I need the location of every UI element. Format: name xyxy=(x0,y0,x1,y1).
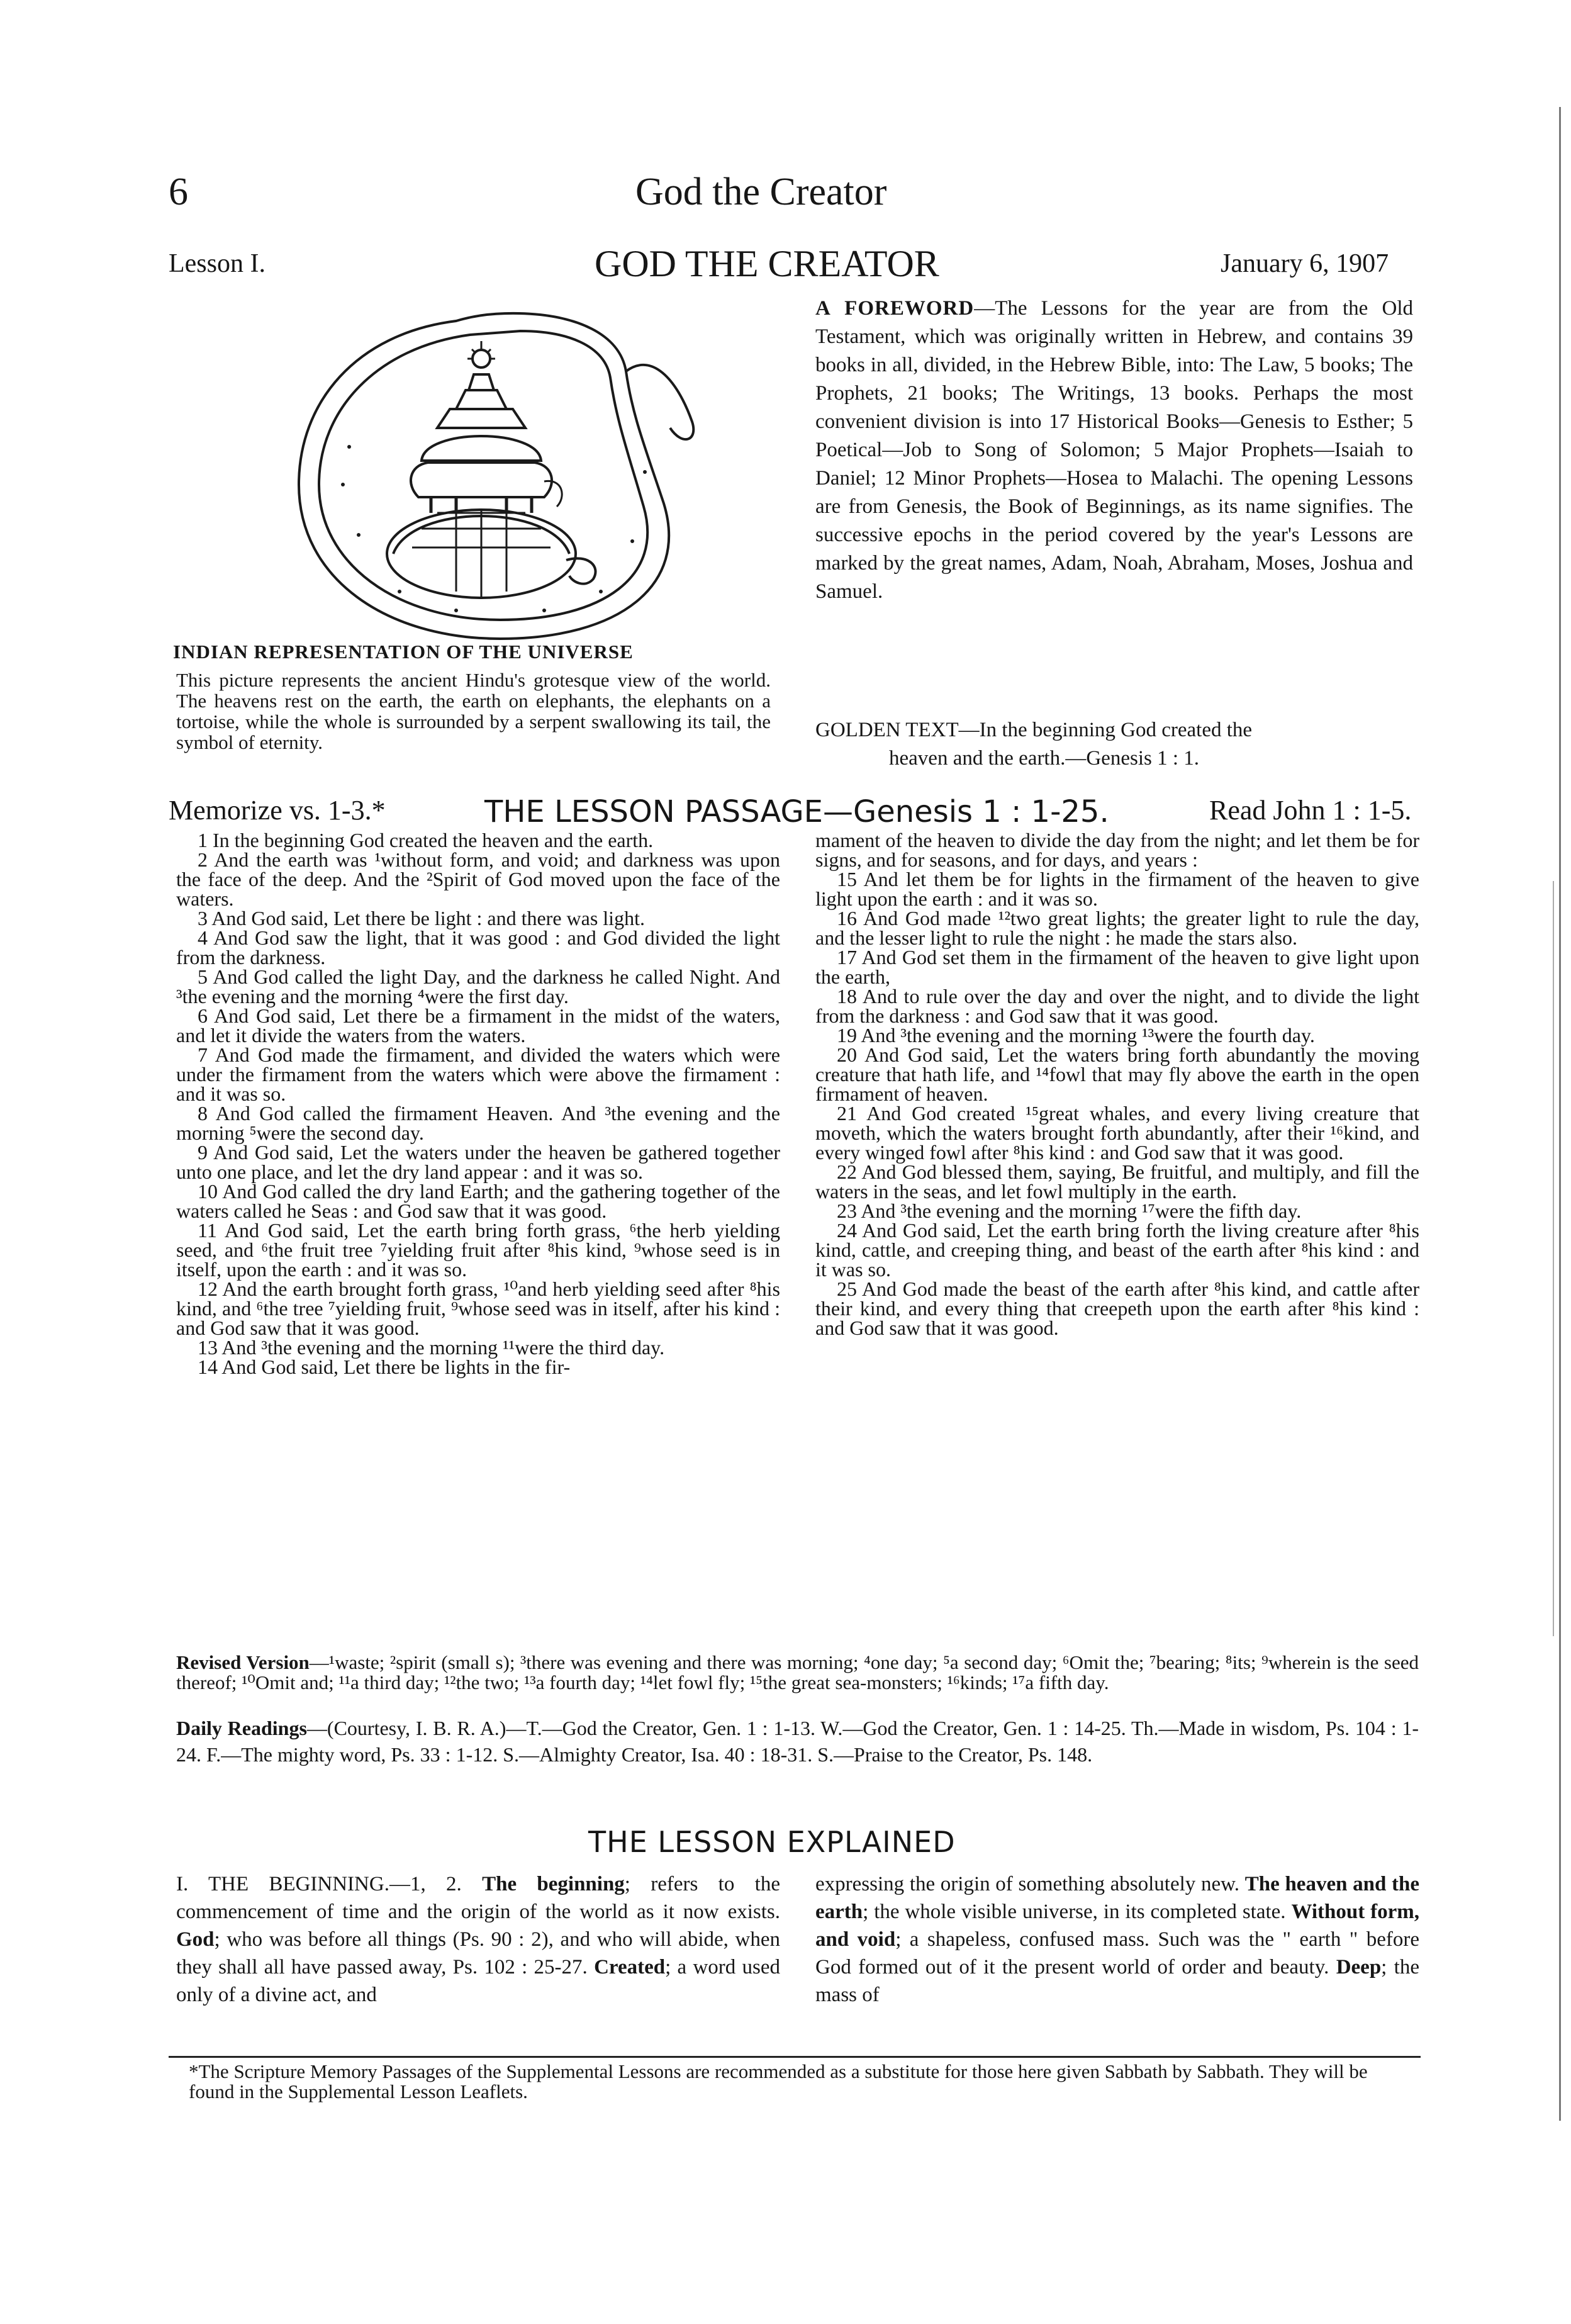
verse: 23 And ³the evening and the morning ¹⁷were the fifth day. xyxy=(837,1199,1302,1222)
passage-title: THE LESSON PASSAGE—Genesis 1 : 1-25. xyxy=(484,794,1109,829)
verse: 8 And God called the firmament Heaven. And ³the evening and the morning ⁵were the second day. xyxy=(176,1102,780,1144)
explained-column-left xyxy=(176,1870,780,2009)
tortoise-head xyxy=(566,558,595,583)
page-edge-shadow xyxy=(1559,107,1561,2121)
definition: ; who was before all things (Ps. 90 : 2), and who will abide, when they shall all have passed away, Ps. 102 : 25-27. xyxy=(176,1928,780,1979)
foreword xyxy=(815,295,1413,606)
heaven-tiers xyxy=(456,374,506,409)
term: Created xyxy=(594,1956,666,1979)
definition: expressing the origin of something absolutely new. xyxy=(815,1873,1240,1895)
definition: ; refers to the commencement of time and the origin of the world as it now exists. xyxy=(176,1873,780,1923)
lesson-title: GOD THE CREATOR xyxy=(595,243,939,284)
term: Without form, and void xyxy=(815,1900,1420,1951)
definition: ; the whole visible universe, in its completed state. xyxy=(863,1900,1286,1923)
lesson-label: Lesson I. xyxy=(169,249,266,278)
verse: 17 And God set them in the firmament of the heaven to give light upon the earth, xyxy=(815,946,1419,988)
revised-version-text: —¹waste; ²spirit (small s); ³there was evening and there was morning; ⁴one day; ⁵a second day; ⁶Omit the; ⁷bearing; ⁸its; ⁹wherein is the seed thereof; ¹⁰Omit and; ¹¹a third day; ¹²the two; ¹³a fourth day; ¹⁴let fowl fly; ¹⁵the great sea-monsters; ¹⁶kinds; ¹⁷a fifth day. xyxy=(176,1651,1419,1693)
golden-text xyxy=(815,716,1413,773)
revised-version-label: Revised Version xyxy=(176,1651,310,1673)
golden-text-line-2: heaven and the earth.—Genesis 1 : 1. xyxy=(889,747,1200,770)
explained-column-right xyxy=(815,1870,1419,2009)
revised-version-notes xyxy=(176,1653,1419,1693)
term: The heaven and the earth xyxy=(815,1873,1419,1923)
verse: 4 And God saw the light, that it was good : and God divided the light from the darkness. xyxy=(176,926,780,968)
verse: 6 And God said, Let there be a firmament in the midst of the waters, and let it divide the waters from the waters. xyxy=(176,1004,780,1047)
term: God xyxy=(176,1928,215,1951)
definition: ; a word used only of a divine act, and xyxy=(176,1956,781,2006)
memorize-note: Memorize vs. 1-3.* xyxy=(169,795,386,826)
crown-sun xyxy=(472,350,490,368)
definition: ; the mass of xyxy=(815,1956,1419,2006)
foreword-label: A FOREWORD xyxy=(815,297,975,320)
daily-readings xyxy=(176,1715,1419,1768)
verse: 13 And ³the evening and the morning ¹¹were the third day. xyxy=(198,1336,665,1359)
verse: 16 And God made ¹²two great lights; the greater light to rule the day, and the lesser light to rule the night : he made the stars also. xyxy=(815,907,1419,949)
footnote: *The Scripture Memory Passages of the Supplemental Lessons are recommended as a substitute for those here given Sabbath by Sabbath. They will be found in the Supplemental Lesson Leaflets. xyxy=(189,2060,1368,2102)
section-heading: I. THE BEGINNING.—1, 2. xyxy=(176,1873,462,1895)
earth-disc xyxy=(422,436,541,461)
daily-readings-label: Daily Readings xyxy=(176,1717,307,1739)
page-number: 6 xyxy=(169,171,188,213)
read-note: Read John 1 : 1-5. xyxy=(1209,795,1412,826)
lesson-date: January 6, 1907 xyxy=(1221,249,1389,278)
verse: 2 And the earth was ¹without form, and void; and darkness was upon the face of the deep. And the ²Spirit of God moved upon the face of the waters. xyxy=(176,848,780,910)
footnote-divider xyxy=(169,2056,1421,2058)
verse: 12 And the earth brought forth grass, ¹⁰and herb yielding seed after ⁸his kind, and ⁶the tree ⁷yielding fruit, ⁹whose seed was in itself, after his kind : and God saw that it was good. xyxy=(176,1277,780,1339)
term: Deep xyxy=(1336,1956,1382,1979)
golden-text-line-1: GOLDEN TEXT—In the beginning God created the xyxy=(815,719,1253,741)
page-edge-shadow xyxy=(1553,881,1554,1636)
verse: 22 And God blessed them, saying, Be fruitful, and multiply, and fill the waters in the seas, and let fowl multiply in the earth. xyxy=(815,1160,1419,1203)
illustration-caption-title: INDIAN REPRESENTATION OF THE UNIVERSE xyxy=(173,641,634,663)
verse: 11 And God said, Let the earth bring forth grass, ⁶the herb yielding seed, and ⁶the fruit tree ⁷yielding fruit after ⁸his kind, ⁹whose seed is in itself, upon the earth : and it was so. xyxy=(176,1219,780,1281)
foreword-text: —The Lessons for the year are from the Old Testament, which was originally written in Hebrew, and contains 39 books in all, divided, in the Hebrew Bible, into: The Law, 5 books; The Prophets, 21 books; The Writings, 13 books. Perhaps the most convenient division is into 17 Historical Books—Genesis to Esther; 5 Poetical—Job to Song of Solomon; 5 Major Prophets—Isaiah to Daniel; 12 Minor Prophets—Hosea to Malachi. The opening Lessons are from Genesis, the Book of Beginnings, as its name signifies. The successive epochs in the period covered by the year's Lessons are marked by the great names, Adam, Noah, Abraham, Moses, Joshua and Samuel. xyxy=(815,297,1413,603)
illustration-caption: This picture represents the ancient Hindu's grotesque view of the world. The heavens rest on the earth, the earth on elephants, the elephants on a tortoise, while the whole is surrounded by a serpent swallowing its tail, the symbol of eternity. xyxy=(176,669,771,753)
lesson-explained-title: THE LESSON EXPLAINED xyxy=(588,1825,956,1859)
verse: 5 And God called the light Day, and the darkness he called Night. And ³the evening and the morning ⁴were the first day. xyxy=(176,965,780,1008)
verse: 15 And let them be for lights in the firmament of the heaven to give light upon the earth : and it was so. xyxy=(815,868,1419,910)
term: The beginning xyxy=(482,1873,625,1895)
daily-readings-text: —(Courtesy, I. B. R. A.)—T.—God the Creator, Gen. 1 : 1-13. W.—God the Creator, Gen. 1 : 14-25. Th.—Made in wisdom, Ps. 104 : 1-24. F.—The mighty word, Ps. 33 : 1-12. S.—Almighty Creator, Isa. 40 : 18-31. S.—Praise to the Creator, Ps. 148. xyxy=(176,1717,1419,1766)
running-title: God the Creator xyxy=(635,171,887,213)
universe-illustration xyxy=(249,296,815,658)
elephants xyxy=(411,463,552,497)
verse: 1 In the beginning God created the heaven and the earth. xyxy=(198,829,654,851)
definition: ; a shapeless, confused mass. Such was the " earth " before God formed out of it the present world of order and beauty. xyxy=(815,1928,1419,1979)
verse: 20 And God said, Let the waters bring forth abundantly the moving creature that hath life, and ¹⁴fowl that may fly above the earth in the open firmament of heaven. xyxy=(815,1043,1419,1105)
verse: 18 And to rule over the day and over the night, and to divide the light from the darkness : and God saw that it was good. xyxy=(815,985,1419,1027)
verse: 10 And God called the dry land Earth; and the gathering together of the waters called he Seas : and God saw that it was good. xyxy=(176,1180,780,1222)
verse: 19 And ³the evening and the morning ¹³were the fourth day. xyxy=(837,1024,1315,1047)
verse: 25 And God made the beast of the earth after ⁸his kind, and cattle after their kind, and every thing that creepeth upon the earth after ⁸his kind : and God saw that it was good. xyxy=(815,1277,1419,1339)
verse: mament of the heaven to divide the day from the night; and let them be for signs, and for seasons, and for days, and years : xyxy=(815,829,1419,871)
verse: 21 And God created ¹⁵great whales, and every living creature that moveth, which the waters brought forth abundantly, after their ¹⁶kind, and every winged fowl after ⁸his kind : and God saw that it was good. xyxy=(815,1102,1419,1164)
verse: 7 And God made the firmament, and divided the waters which were under the firmament from the waters which were above the firmament : and it was so. xyxy=(176,1043,780,1105)
passage-column-right xyxy=(815,831,1419,1338)
serpent-body xyxy=(299,313,669,639)
verse: 14 And God said, Let there be lights in the fir- xyxy=(198,1356,571,1378)
verse: 9 And God said, Let the waters under the heaven be gathered together unto one place, and let the dry land appear : and it was so. xyxy=(176,1141,780,1183)
verse: 3 And God said, Let there be light : and there was light. xyxy=(198,907,645,929)
verse: 24 And God said, Let the earth bring forth the living creature after ⁸his kind, cattle, and creeping thing, and beast of the earth after ⁸his kind : and it was so. xyxy=(815,1219,1419,1281)
serpent-head xyxy=(626,365,693,439)
passage-column-left xyxy=(176,831,780,1377)
